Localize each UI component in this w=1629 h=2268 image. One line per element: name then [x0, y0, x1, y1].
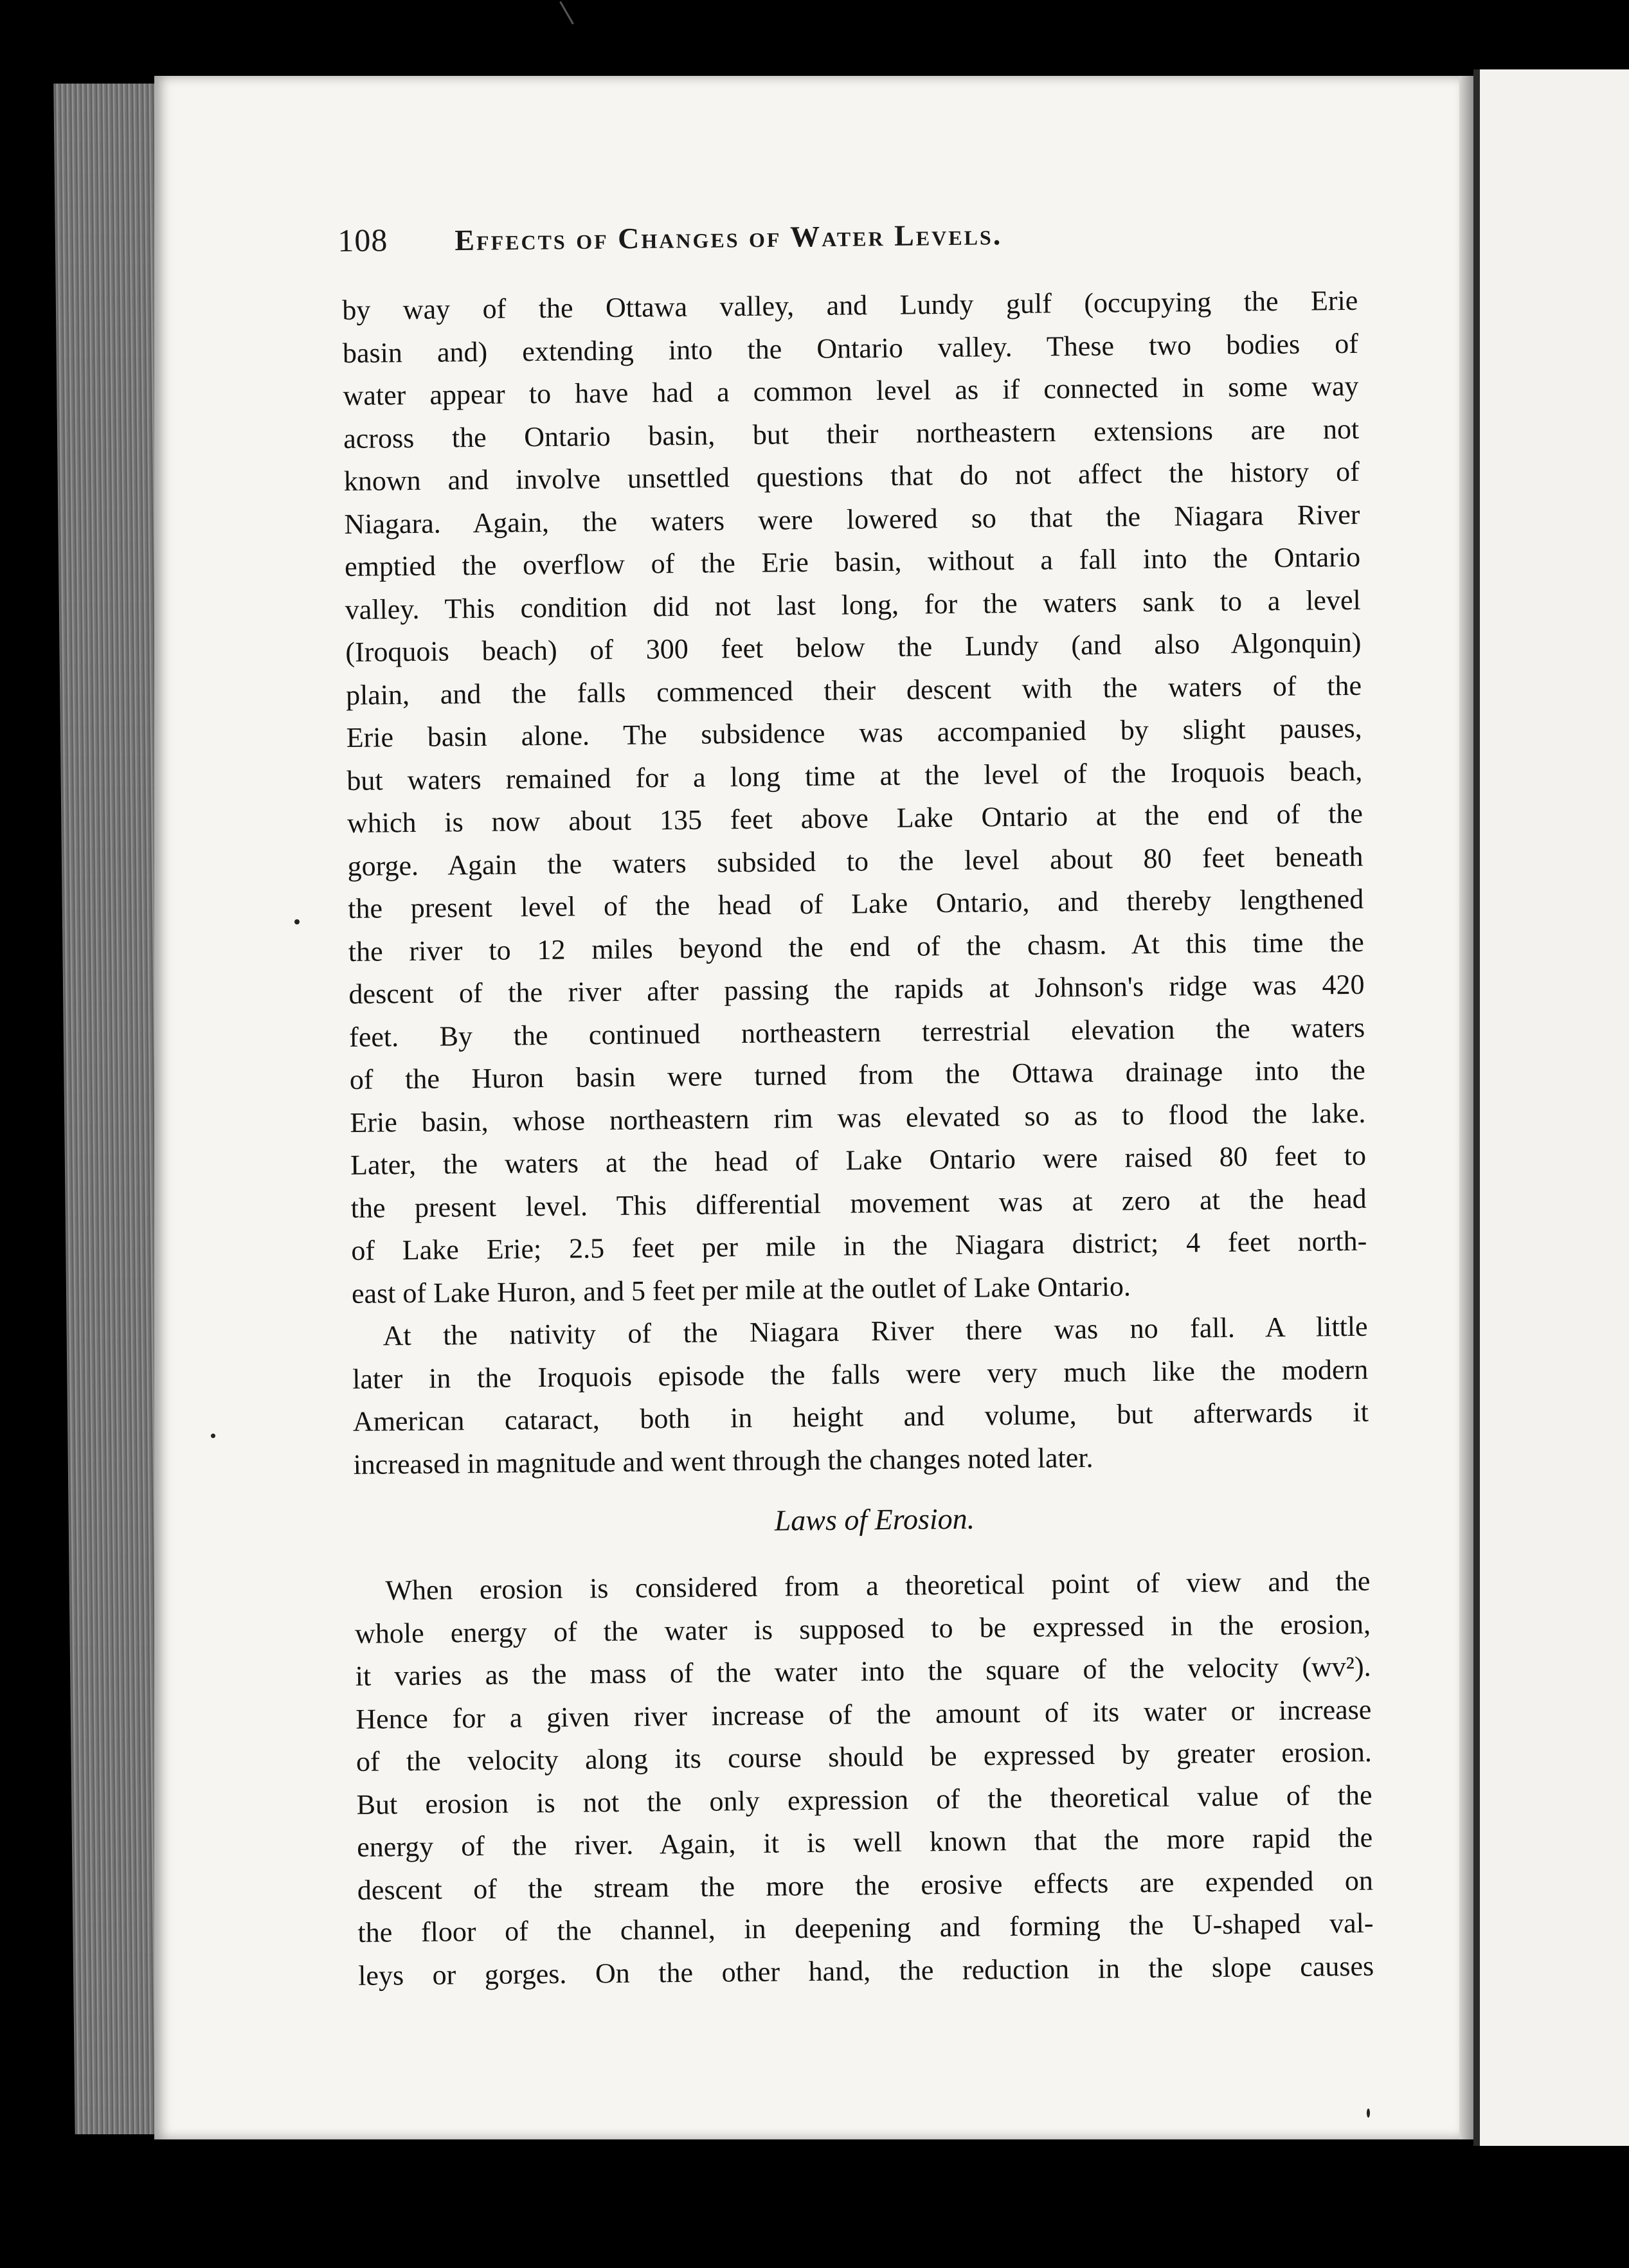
text-line: (Iroquois beach) of 300 feet below the Lundy (and also Algonquin)	[345, 626, 1362, 668]
text-line: American cataract, both in height and volume, but afterwards it	[352, 1396, 1369, 1437]
book-gutter	[1459, 76, 1475, 2139]
text-line: across the Ontario basin, but their northeastern extensions are not	[343, 413, 1360, 455]
text-line: increased in magnitude and went through the changes noted later.	[353, 1441, 1094, 1480]
text-line: Niagara. Again, the waters were lowered so that the Niagara River	[344, 498, 1360, 540]
text-line: valley. This condition did not last long, for the waters sank to a level	[345, 584, 1361, 626]
text-line: later in the Iroquois episode the falls were very much like the modern	[352, 1353, 1369, 1395]
text-line: of the Huron basin were turned from the Ottawa drainage into the	[349, 1054, 1365, 1095]
scan-speck	[294, 919, 300, 924]
page-number: 108	[338, 222, 388, 258]
text-line: emptied the overflow of the Erie basin, without a fall into the Ontario	[344, 541, 1361, 582]
paragraph-3	[354, 1560, 1374, 1997]
running-title: Effects of Changes of Water Levels.	[455, 218, 1003, 257]
text-line: which is now about 135 feet above Lake Ontario at the end of the	[346, 797, 1364, 839]
text-line: Erie basin alone. The subsidence was accompanied by slight pauses,	[346, 712, 1362, 753]
text-line: the present level. This differential movement was at zero at the head	[350, 1182, 1367, 1224]
page-header	[338, 213, 1174, 273]
text-line: Hence for a given river increase of the amount of its water or increase	[356, 1693, 1372, 1735]
text-line: the present level of the head of Lake Ontario, and thereby lengthened	[348, 883, 1364, 924]
text-line: of Lake Erie; 2.5 feet per mile in the Niagara district; 4 feet north-	[351, 1225, 1367, 1266]
text-line: feet. By the continued northeastern terrestrial elevation the waters	[348, 1011, 1365, 1053]
text-line: gorge. Again the waters subsided to the level about 80 feet beneath	[347, 840, 1364, 882]
text-line: Later, the waters at the head of Lake Ontario were raised 80 feet to	[350, 1139, 1367, 1181]
text-line: Erie basin, whose northeastern rim was elevated so as to flood the lake.	[350, 1097, 1366, 1138]
paragraph-2	[352, 1306, 1369, 1486]
text-line: basin and) extending into the Ontario valley. These two bodies of	[342, 327, 1359, 369]
text-line: energy of the river. Again, it is well known that the more rapid the	[357, 1821, 1373, 1863]
text-line: But erosion is not the only expression of the theoretical value of the	[356, 1779, 1372, 1821]
text-line: When erosion is considered from a theoretical point of view and the	[385, 1565, 1371, 1607]
scan-mark	[559, 1, 574, 24]
text-line: plain, and the falls commenced their descent with the waters of the	[345, 669, 1362, 711]
text-line: but waters remained for a long time at the level of the Iroquois beach,	[346, 755, 1363, 797]
scan-speck	[1367, 2109, 1370, 2118]
facing-page	[1473, 69, 1629, 2146]
body-text	[342, 280, 1374, 1997]
text-line: descent of the stream the more the erosive effects are expended on	[357, 1864, 1374, 1906]
text-line: by way of the Ottawa valley, and Lundy gulf (occupying the Erie	[342, 284, 1358, 326]
text-line: whole energy of the water is supposed to be expressed in the erosion,	[354, 1608, 1371, 1650]
text-line: known and involve unsettled questions that do not affect the history of	[343, 455, 1360, 497]
text-line: descent of the river after passing the rapids at Johnson's ridge was 420	[348, 968, 1365, 1010]
text-line: of the velocity along its course should be expressed by greater erosion.	[356, 1736, 1372, 1778]
text-line: leys or gorges. On the other hand, the reduction in the slope causes	[357, 1950, 1374, 1992]
text-line: east of Lake Huron, and 5 feet per mile at the outlet of Lake Ontario.	[351, 1270, 1131, 1310]
text-line: it varies as the mass of the water into the square of the velocity (wv²).	[355, 1650, 1371, 1692]
section-heading: Laws of Erosion.	[774, 1502, 975, 1537]
text-line: the river to 12 miles beyond the end of the chasm. At this time the	[348, 926, 1365, 968]
text-line: water appear to have had a common level as if connected in some way	[343, 370, 1359, 411]
text-line: At the nativity of the Niagara River there was no fall. A little	[382, 1310, 1368, 1352]
text-line: the floor of the channel, in deepening and forming the U-shaped val-	[357, 1907, 1374, 1949]
paragraph-1	[342, 280, 1367, 1315]
scan-speck	[211, 1434, 215, 1438]
